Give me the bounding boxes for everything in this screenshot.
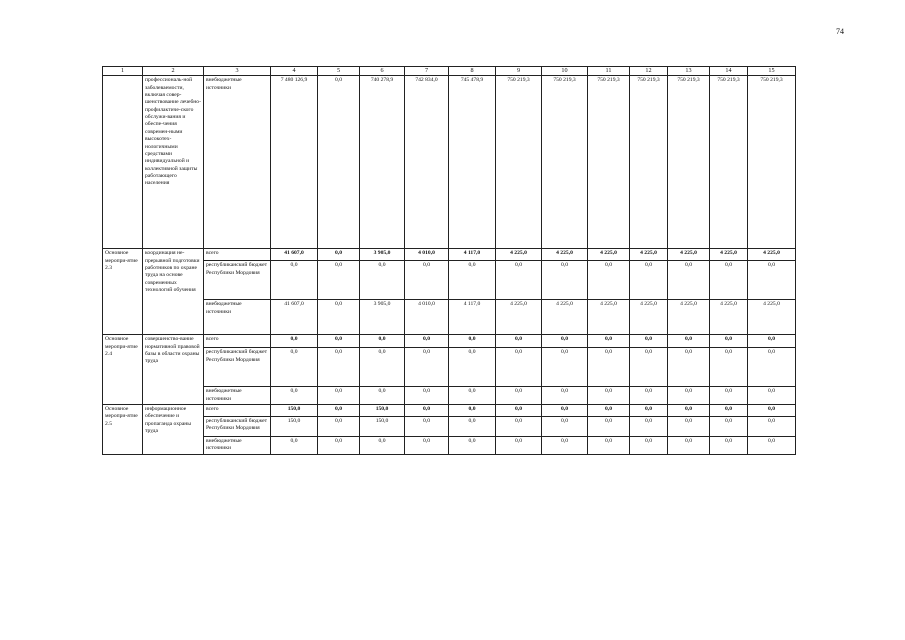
column-number: 9	[496, 67, 542, 76]
value-cell: 0,0	[318, 348, 360, 387]
value-cell: 4 225,0	[588, 300, 630, 335]
value-cell: 750 219,3	[710, 76, 748, 249]
value-cell: 0,0	[630, 404, 668, 416]
value-cell: 0,0	[710, 348, 748, 387]
funding-source-cell: внебюджетные источники	[204, 436, 271, 454]
value-cell: 0,0	[318, 300, 360, 335]
value-cell: 4 010,0	[405, 300, 449, 335]
activity-label-cell: Основное меропри-ятие 2.4	[103, 335, 143, 405]
column-number: 13	[668, 67, 710, 76]
value-cell: 0,0	[496, 387, 542, 405]
value-cell: 0,0	[668, 335, 710, 348]
activity-label-cell: Основное меропри-ятие 2.3	[103, 249, 143, 335]
value-cell: 0,0	[630, 436, 668, 454]
value-cell: 3 905,0	[360, 300, 405, 335]
value-cell: 0,0	[668, 416, 710, 436]
value-cell: 750 219,3	[668, 76, 710, 249]
value-cell: 742 834,0	[405, 76, 449, 249]
value-cell: 4 225,0	[588, 249, 630, 261]
value-cell: 4 225,0	[668, 300, 710, 335]
value-cell: 0,0	[668, 261, 710, 300]
value-cell: 150,0	[271, 404, 318, 416]
value-cell: 0,0	[630, 416, 668, 436]
value-cell: 0,0	[405, 404, 449, 416]
value-cell: 0,0	[710, 436, 748, 454]
value-cell: 0,0	[630, 348, 668, 387]
funding-source-cell: всего	[204, 249, 271, 261]
value-cell: 0,0	[630, 335, 668, 348]
value-cell: 0,0	[496, 436, 542, 454]
value-cell: 0,0	[360, 335, 405, 348]
value-cell: 0,0	[496, 261, 542, 300]
budget-table	[102, 66, 796, 455]
column-number: 11	[588, 67, 630, 76]
value-cell: 4 010,0	[405, 249, 449, 261]
value-cell: 0,0	[588, 348, 630, 387]
value-cell: 0,0	[748, 348, 796, 387]
value-cell: 4 225,0	[496, 249, 542, 261]
value-cell: 0,0	[710, 387, 748, 405]
value-cell: 750 219,3	[630, 76, 668, 249]
column-number: 2	[143, 67, 204, 76]
table-row	[103, 76, 796, 249]
value-cell: 0,0	[360, 261, 405, 300]
value-cell: 0,0	[318, 404, 360, 416]
column-number: 3	[204, 67, 271, 76]
value-cell: 745 478,9	[449, 76, 496, 249]
value-cell: 0,0	[405, 436, 449, 454]
activity-label-cell: Основное меропри-ятие 2.5	[103, 404, 143, 454]
value-cell: 0,0	[449, 436, 496, 454]
value-cell: 4 225,0	[710, 249, 748, 261]
table-row	[103, 404, 796, 416]
funding-source-cell: всего	[204, 404, 271, 416]
activity-name-cell: совершенство-вание нормативной правовой базы в области охраны труда	[143, 335, 204, 405]
funding-source-cell: внебюджетные источники	[204, 76, 271, 249]
value-cell: 4 225,0	[710, 300, 748, 335]
value-cell: 0,0	[271, 348, 318, 387]
value-cell: 0,0	[748, 436, 796, 454]
table-row	[103, 387, 796, 405]
value-cell: 41 607,0	[271, 300, 318, 335]
activity-name-cell: координация не-прерывной подготовки работников по охране труда на основе современных технологий обучения	[143, 249, 204, 335]
value-cell: 0,0	[449, 387, 496, 405]
value-cell: 0,0	[630, 261, 668, 300]
value-cell: 0,0	[360, 387, 405, 405]
value-cell: 0,0	[405, 416, 449, 436]
value-cell: 0,0	[710, 416, 748, 436]
value-cell: 0,0	[542, 387, 588, 405]
value-cell: 4 225,0	[630, 249, 668, 261]
value-cell: 4 225,0	[542, 300, 588, 335]
value-cell: 0,0	[496, 335, 542, 348]
value-cell: 0,0	[588, 387, 630, 405]
value-cell: 750 219,3	[496, 76, 542, 249]
value-cell: 0,0	[271, 436, 318, 454]
value-cell: 0,0	[360, 436, 405, 454]
funding-source-cell: республиканский бюджет Республики Мордовия	[204, 261, 271, 300]
column-number-row	[103, 67, 796, 76]
value-cell: 0,0	[588, 416, 630, 436]
value-cell: 0,0	[668, 404, 710, 416]
value-cell: 0,0	[405, 335, 449, 348]
value-cell: 0,0	[496, 404, 542, 416]
value-cell: 0,0	[542, 416, 588, 436]
value-cell: 4 225,0	[748, 249, 796, 261]
value-cell: 4 225,0	[630, 300, 668, 335]
value-cell: 0,0	[668, 436, 710, 454]
column-number: 8	[449, 67, 496, 76]
value-cell: 0,0	[405, 261, 449, 300]
value-cell: 150,0	[271, 416, 318, 436]
funding-source-cell: всего	[204, 335, 271, 348]
value-cell: 0,0	[542, 436, 588, 454]
value-cell: 0,0	[318, 436, 360, 454]
column-number: 5	[318, 67, 360, 76]
value-cell: 0,0	[668, 387, 710, 405]
funding-source-cell: республиканский бюджет Республики Мордовия	[204, 416, 271, 436]
value-cell: 0,0	[496, 348, 542, 387]
value-cell: 7 480 126,9	[271, 76, 318, 249]
funding-source-cell: внебюджетные источники	[204, 300, 271, 335]
funding-source-cell: внебюджетные источники	[204, 387, 271, 405]
table-row	[103, 300, 796, 335]
column-number: 14	[710, 67, 748, 76]
value-cell: 0,0	[542, 348, 588, 387]
value-cell: 750 219,3	[542, 76, 588, 249]
value-cell: 0,0	[360, 348, 405, 387]
value-cell: 0,0	[449, 335, 496, 348]
value-cell: 0,0	[318, 76, 360, 249]
value-cell: 41 607,0	[271, 249, 318, 261]
value-cell: 0,0	[405, 387, 449, 405]
activity-label-cell	[103, 76, 143, 249]
table-row	[103, 261, 796, 300]
funding-source-cell: республиканский бюджет Республики Мордовия	[204, 348, 271, 387]
value-cell: 0,0	[318, 335, 360, 348]
value-cell: 0,0	[710, 404, 748, 416]
value-cell: 4 225,0	[748, 300, 796, 335]
value-cell: 0,0	[588, 335, 630, 348]
value-cell: 0,0	[271, 335, 318, 348]
value-cell: 0,0	[449, 261, 496, 300]
value-cell: 0,0	[318, 249, 360, 261]
value-cell: 4 225,0	[496, 300, 542, 335]
value-cell: 0,0	[271, 387, 318, 405]
value-cell: 0,0	[588, 404, 630, 416]
value-cell: 4 117,0	[449, 300, 496, 335]
column-number: 7	[405, 67, 449, 76]
table-row	[103, 249, 796, 261]
value-cell: 0,0	[748, 335, 796, 348]
column-number: 12	[630, 67, 668, 76]
value-cell: 4 225,0	[542, 249, 588, 261]
value-cell: 0,0	[271, 261, 318, 300]
table-row	[103, 335, 796, 348]
value-cell: 0,0	[318, 261, 360, 300]
value-cell: 150,0	[360, 404, 405, 416]
table-row	[103, 416, 796, 436]
column-number: 1	[103, 67, 143, 76]
value-cell: 0,0	[588, 436, 630, 454]
column-number: 10	[542, 67, 588, 76]
value-cell: 0,0	[748, 404, 796, 416]
value-cell: 0,0	[748, 387, 796, 405]
value-cell: 0,0	[318, 387, 360, 405]
value-cell: 0,0	[496, 416, 542, 436]
value-cell: 0,0	[710, 261, 748, 300]
table-row	[103, 348, 796, 387]
value-cell: 750 219,3	[748, 76, 796, 249]
column-number: 6	[360, 67, 405, 76]
value-cell: 0,0	[748, 416, 796, 436]
value-cell: 0,0	[449, 416, 496, 436]
value-cell: 0,0	[542, 261, 588, 300]
value-cell: 0,0	[318, 416, 360, 436]
value-cell: 0,0	[710, 335, 748, 348]
activity-name-cell: информационное обеспечение и пропаганда охраны труда	[143, 404, 204, 454]
value-cell: 740 278,9	[360, 76, 405, 249]
value-cell: 150,0	[360, 416, 405, 436]
value-cell: 0,0	[588, 261, 630, 300]
value-cell: 4 225,0	[668, 249, 710, 261]
value-cell: 0,0	[542, 335, 588, 348]
value-cell: 0,0	[630, 387, 668, 405]
activity-name-cell: профессиональ-ной заболеваемости, включая совер-шенствование лечебно-профилактиче-ского обслужи-вания и обеспе-чения современ-ными высокотех-нологичными средствами индивидуальной и коллективной защиты работающего населения	[143, 76, 204, 249]
column-number: 4	[271, 67, 318, 76]
value-cell: 0,0	[542, 404, 588, 416]
value-cell: 3 905,0	[360, 249, 405, 261]
value-cell: 0,0	[449, 348, 496, 387]
value-cell: 0,0	[405, 348, 449, 387]
value-cell: 0,0	[748, 261, 796, 300]
table-row	[103, 436, 796, 454]
column-number: 15	[748, 67, 796, 76]
page-number: 74	[836, 27, 844, 36]
value-cell: 0,0	[449, 404, 496, 416]
value-cell: 0,0	[668, 348, 710, 387]
value-cell: 750 219,3	[588, 76, 630, 249]
value-cell: 4 117,0	[449, 249, 496, 261]
